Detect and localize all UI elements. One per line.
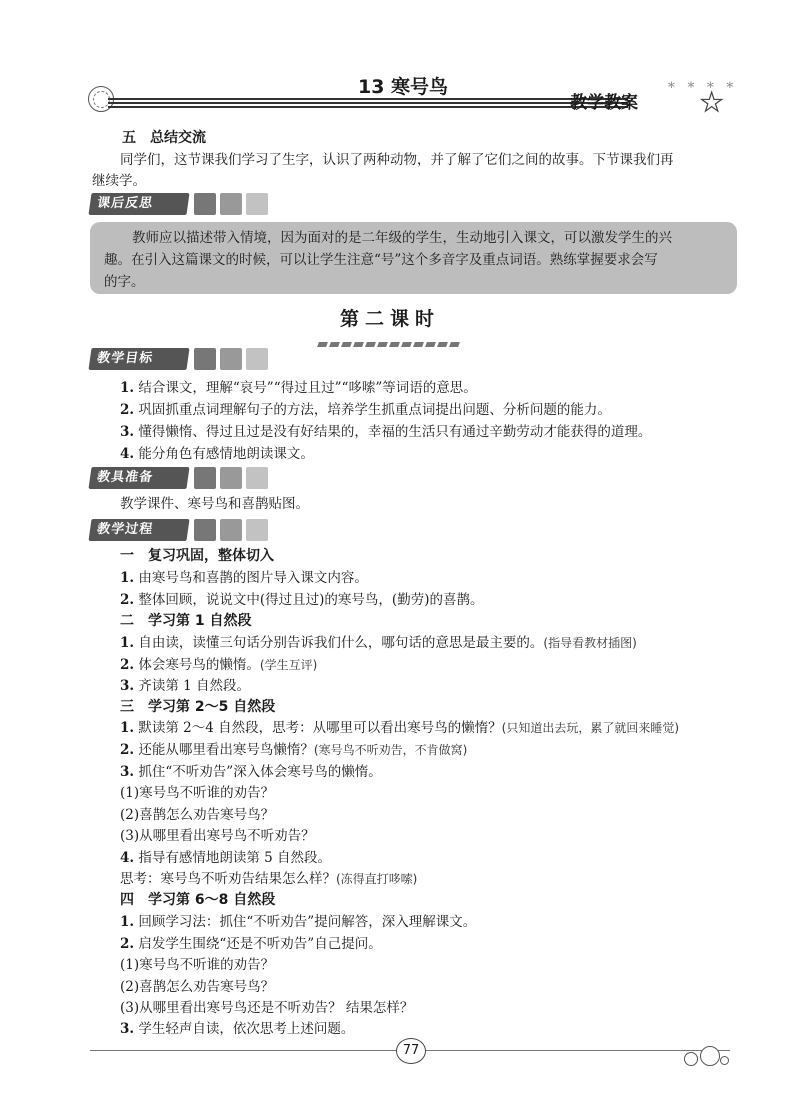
section-heading: 三 学习第 2～5 自然段 bbox=[120, 699, 276, 715]
materials-text: 教学课件、寒号鸟和喜鹊贴图。 bbox=[120, 496, 309, 512]
bubble-icon bbox=[700, 1046, 720, 1066]
tab-square bbox=[194, 467, 216, 489]
lesson-title: 13 寒号鸟 bbox=[358, 76, 449, 98]
think-item: 思考：寒号鸟不听劝告结果怎么样？(冻得直打哆嗦) bbox=[120, 871, 418, 887]
materials-tab-label: 教具准备 bbox=[88, 467, 189, 489]
section-heading: 一 复习巩固，整体切入 bbox=[120, 548, 274, 564]
section-heading: 四 学习第 6～8 自然段 bbox=[120, 892, 276, 908]
tab-square bbox=[194, 348, 216, 370]
header-badge: 教学教案 bbox=[570, 93, 638, 113]
question-item: (2)喜鹊怎么劝告寒号鸟？ bbox=[120, 979, 275, 995]
bubble-icon bbox=[720, 1056, 729, 1065]
process-item: 1. 自由读，读懂三句话分别告诉我们什么，哪句话的意思是最主要的。(指导看教材插图) bbox=[120, 635, 637, 651]
objective-item: 4. 能分角色有感情地朗读课文。 bbox=[120, 446, 314, 462]
summary-heading: 五 总结交流 bbox=[122, 130, 206, 146]
process-item: 1. 由寒号鸟和喜鹊的图片导入课文内容。 bbox=[120, 570, 368, 586]
process-item: 3. 学生轻声自读，依次思考上述问题。 bbox=[120, 1021, 355, 1037]
question-item: (3)从哪里看出寒号鸟不听劝告？ bbox=[120, 828, 315, 844]
tab-square bbox=[246, 193, 268, 215]
question-item: (1)寒号鸟不听谁的劝告？ bbox=[120, 957, 275, 973]
process-item: 3. 齐读第 1 自然段。 bbox=[120, 678, 251, 694]
reflection-box bbox=[90, 222, 737, 294]
question-item: (3)从哪里看出寒号鸟还是不听劝告？ 结果怎样？ bbox=[120, 1000, 414, 1016]
reflection-tab-label: 课后反思 bbox=[88, 193, 189, 215]
tab-square bbox=[194, 193, 216, 215]
objective-item: 2. 巩固抓重点词理解句子的方法，培养学生抓重点词提出问题、分析问题的能力。 bbox=[120, 402, 611, 418]
star-icon: ★ bbox=[700, 88, 724, 118]
process-item: 1. 默读第 2～4 自然段，思考：从哪里可以看出寒号鸟的懒惰？(只知道出去玩，累了就回来睡觉) bbox=[120, 720, 680, 736]
tab-square bbox=[220, 519, 242, 541]
tab-square bbox=[246, 348, 268, 370]
page-number: 77 bbox=[396, 1038, 426, 1064]
period-dash-ornament bbox=[318, 332, 468, 338]
process-tab-label: 教学过程 bbox=[88, 519, 189, 541]
process-item: 2. 整体回顾，说说文中(得过且过)的寒号鸟，(勤劳)的喜鹊。 bbox=[120, 592, 484, 608]
question-item: (2)喜鹊怎么劝告寒号鸟？ bbox=[120, 807, 275, 823]
tab-square bbox=[194, 519, 216, 541]
tab-square bbox=[246, 467, 268, 489]
small-stars-icon: * * * * bbox=[668, 80, 738, 96]
objective-item: 1. 结合课文，理解“哀号”“得过且过”“哆嗦”等词语的意思。 bbox=[120, 380, 477, 396]
reflection-line: 教师应以描述带入情境，因为面对的是二年级的学生，生动地引入课文，可以激发学生的兴 bbox=[132, 230, 672, 246]
process-item: 2. 体会寒号鸟的懒惰。(学生互评) bbox=[120, 657, 318, 673]
process-item: 4. 指导有感情地朗读第 5 自然段。 bbox=[120, 850, 332, 866]
process-item: 2. 还能从哪里看出寒号鸟懒惰？(寒号鸟不听劝告，不肯做窝) bbox=[120, 742, 468, 758]
process-item: 3. 抓住“不听劝告”深入体会寒号鸟的懒惰。 bbox=[120, 764, 382, 780]
process-item: 2. 启发学生围绕“还是不听劝告”自己提问。 bbox=[120, 936, 382, 952]
tab-square bbox=[246, 519, 268, 541]
bubble-icon bbox=[684, 1052, 698, 1066]
summary-line: 继续学。 bbox=[92, 173, 146, 189]
page-header bbox=[88, 68, 748, 118]
objective-item: 3. 懂得懒惰、得过且过是没有好结果的，幸福的生活只有通过辛勤劳动才能获得的道理。 bbox=[120, 424, 652, 440]
reflection-line: 趣。在引入这篇课文的时候，可以让学生注意“号”这个多音字及重点词语。熟练掌握要求会写 bbox=[104, 252, 658, 268]
summary-line: 同学们，这节课我们学习了生字，认识了两种动物，并了解了它们之间的故事。下节课我们再 bbox=[120, 152, 674, 168]
tab-square bbox=[220, 467, 242, 489]
section-heading: 二 学习第 1 自然段 bbox=[120, 613, 252, 629]
tab-square bbox=[220, 348, 242, 370]
period-title: 第二课时 bbox=[340, 308, 441, 330]
reflection-line: 的字。 bbox=[104, 274, 145, 290]
question-item: (1)寒号鸟不听谁的劝告？ bbox=[120, 785, 275, 801]
objectives-tab-label: 教学目标 bbox=[88, 348, 189, 370]
tab-square bbox=[220, 193, 242, 215]
process-item: 1. 回顾学习法：抓住“不听劝告”提问解答，深入理解课文。 bbox=[120, 914, 477, 930]
header-rule-lines bbox=[108, 98, 628, 112]
